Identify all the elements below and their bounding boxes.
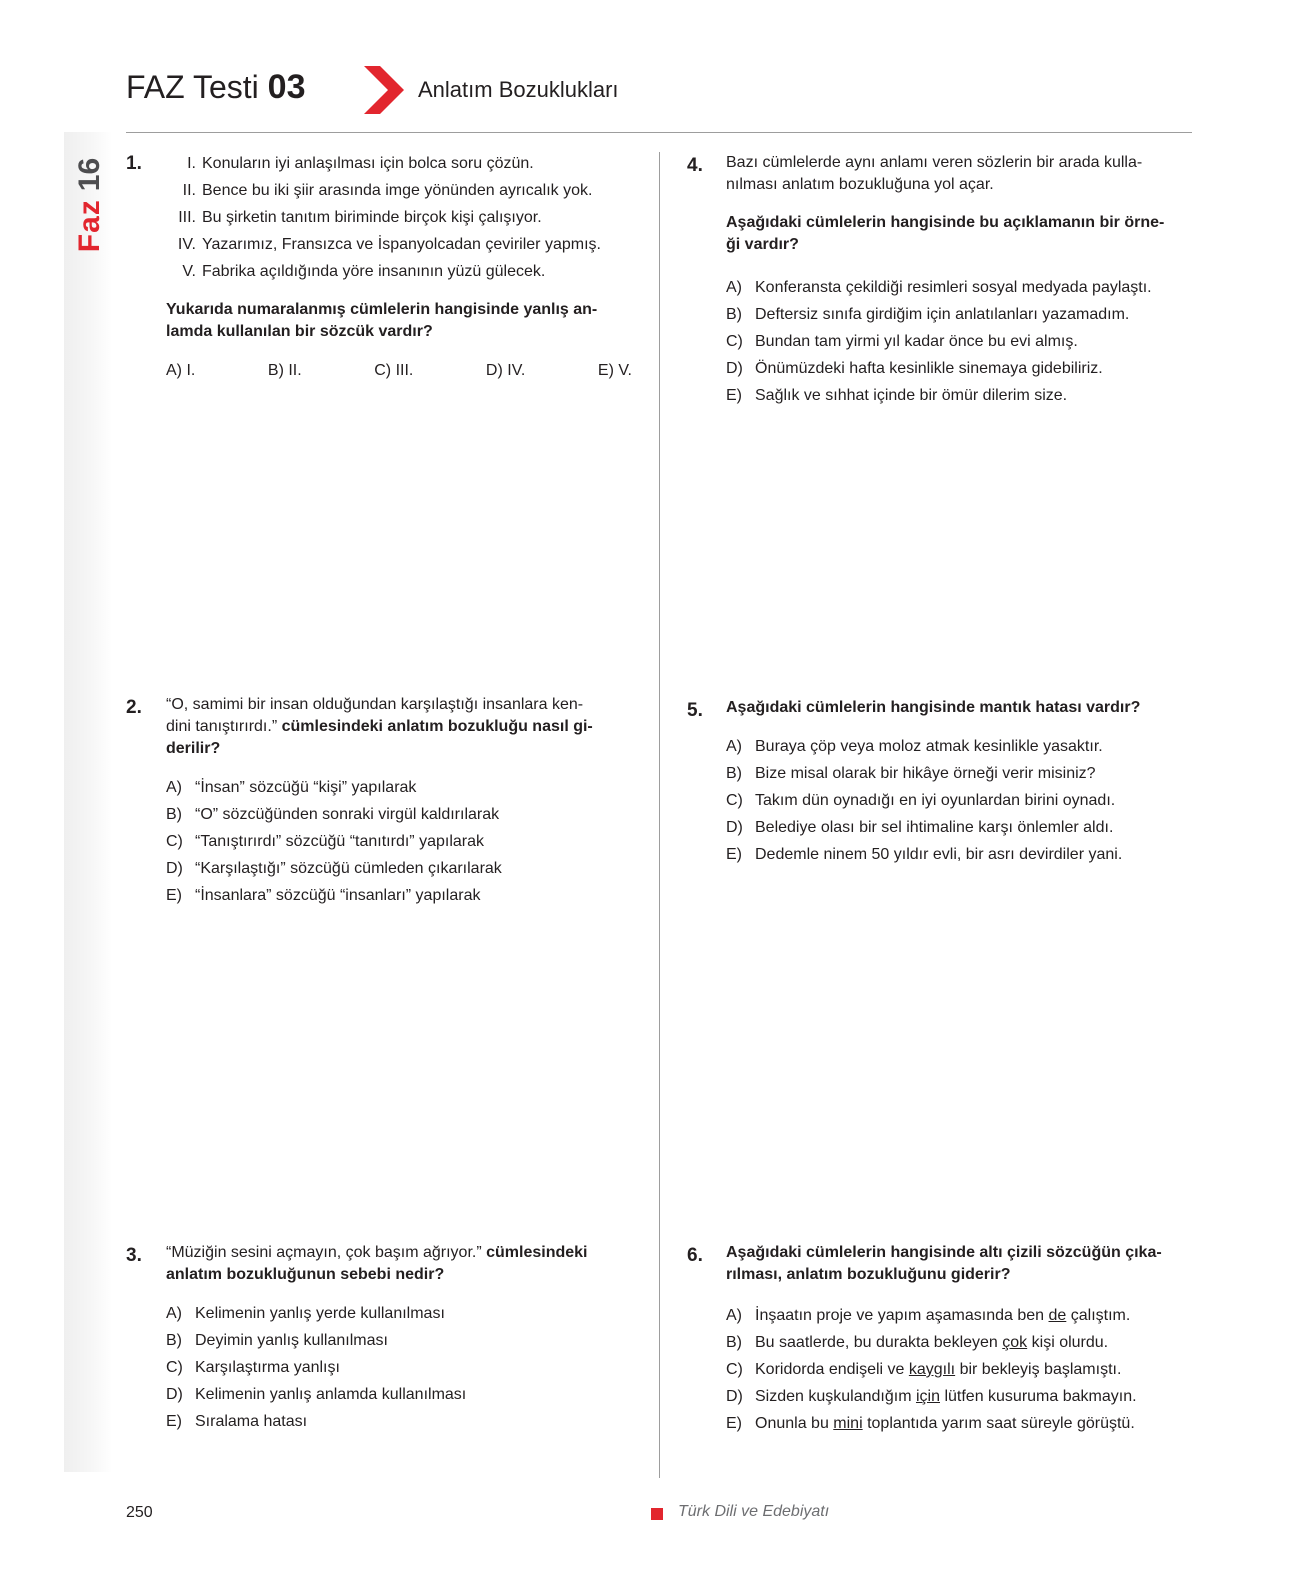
faz-side-label [70, 155, 110, 255]
statement-3: III. Bu şirketin tanıtım biriminde birçok kişi çalışıyor. [178, 209, 542, 226]
option-d[interactable]: D) “Karşılaştığı” sözcüğü cümleden çıkarılarak [166, 860, 502, 877]
option-e[interactable]: E) Onunla bu mini toplantıda yarım saat süreyle görüştü. [726, 1415, 1135, 1432]
underlined-word: için [915, 1388, 940, 1405]
faz-word: Faz [73, 199, 106, 253]
answer-options [726, 274, 1196, 409]
option-a[interactable]: A) Konferansta çekildiği resimleri sosyal medyada paylaştı. [726, 279, 1152, 296]
option-a[interactable]: A) I. [166, 362, 196, 379]
column-divider [659, 152, 660, 1478]
book-subject: Türk Dili ve Edebiyatı [678, 1503, 830, 1520]
underlined-word: de [1048, 1307, 1067, 1324]
answer-options [166, 357, 632, 384]
option-c[interactable]: C) “Tanıştırırdı” sözcüğü “tanıtırdı” yapılarak [166, 833, 484, 850]
page-title [126, 68, 306, 107]
option-b[interactable]: B) II. [267, 362, 302, 379]
option-b[interactable]: B) Bize misal olarak bir hikâye örneği verir misiniz? [726, 765, 1096, 782]
question-3 [126, 1242, 636, 1435]
option-b[interactable]: B) Deyimin yanlış kullanılması [166, 1332, 388, 1349]
question-prompt: Aşağıdaki cümlelerin hangisinde altı çizili sözcüğün çıka- rılması, anlatım bozukluğunu giderir? [726, 1244, 1162, 1283]
option-a[interactable]: A) Kelimenin yanlış yerde kullanılması [166, 1305, 445, 1322]
question-number: 6. [687, 1245, 703, 1266]
question-prompt: Aşağıdaki cümlelerin hangisinde mantık hatası vardır? [726, 699, 1141, 716]
option-e[interactable]: E) Sağlık ve sıhhat içinde bir ömür dilerim size. [726, 387, 1068, 404]
option-d[interactable]: D) Belediye olası bir sel ihtimaline karşı önlemler aldı. [726, 819, 1114, 836]
option-e[interactable]: E) Sıralama hatası [166, 1413, 308, 1430]
option-c[interactable]: C) Koridorda endişeli ve kaygılı bir bekleyiş başlamıştı. [726, 1361, 1122, 1378]
option-c[interactable]: C) III. [374, 362, 414, 379]
question-number: 4. [687, 155, 703, 176]
option-c[interactable]: C) Bundan tam yirmi yıl kadar önce bu evi almış. [726, 333, 1078, 350]
side-strip [64, 132, 112, 1472]
test-number: 03 [267, 68, 306, 106]
statement-4: IV. Yazarımız, Fransızca ve İspanyolcadan çeviriler yapmış. [177, 236, 601, 253]
faz-number: 16 [73, 157, 106, 192]
footer-square-icon [651, 1508, 663, 1520]
underlined-word: kaygılı [908, 1361, 956, 1378]
page-number: 250 [126, 1504, 153, 1521]
question-stem: Bazı cümlelerde aynı anlamı veren sözlerin bir arada kulla- nılması anlatım bozukluğuna yol açar. [726, 154, 1143, 193]
topic-title: Anlatım Bozuklukları [418, 77, 619, 102]
question-prompt: Yukarıda numaralanmış cümlelerin hangisinde yanlış an- lamda kullanılan bir sözcük vardır? [166, 301, 598, 340]
test-title: FAZ Testi [126, 69, 259, 105]
option-a[interactable]: A) “İnsan” sözcüğü “kişi” yapılarak [166, 779, 417, 796]
option-b[interactable]: B) “O” sözcüğünden sonraki virgül kaldırılarak [166, 806, 500, 823]
question-number: 5. [687, 700, 703, 721]
question-number: 3. [126, 1245, 142, 1266]
option-d[interactable]: D) Sizden kuşkulandığım için lütfen kusuruma bakmayın. [726, 1388, 1137, 1405]
statement-2: II. Bence bu iki şiir arasında imge yönünden ayrıcalık yok. [182, 182, 593, 199]
answer-options [166, 774, 636, 909]
option-e[interactable]: E) V. [597, 362, 632, 379]
option-d[interactable]: D) Kelimenin yanlış anlamda kullanılması [166, 1386, 467, 1403]
option-b[interactable]: B) Deftersiz sınıfa girdiğim için anlatılanları yazamadım. [726, 306, 1130, 323]
statement-1: I. Konuların iyi anlaşılması için bolca soru çözün. [187, 155, 534, 172]
option-b[interactable]: B) Bu saatlerde, bu durakta bekleyen çok kişi olurdu. [726, 1334, 1109, 1351]
question-stem: “O, samimi bir insan olduğundan karşılaştığı insanlara ken- dini tanıştırırdı.” cümlesindeki anlatım bozukluğu nasıl gi- derilir? [166, 696, 593, 757]
option-c[interactable]: C) Karşılaştırma yanlışı [166, 1359, 340, 1376]
option-d[interactable]: D) IV. [485, 362, 526, 379]
answer-options [726, 733, 1196, 868]
question-4 [687, 152, 1196, 409]
option-d[interactable]: D) Önümüzdeki hafta kesinlikle sinemaya gidebiliriz. [726, 360, 1103, 377]
question-1 [126, 150, 636, 384]
question-2 [126, 694, 636, 909]
question-prompt: Aşağıdaki cümlelerin hangisinde bu açıklamanın bir örne- ği vardır? [726, 214, 1165, 253]
question-6 [687, 1242, 1196, 1437]
answer-options [726, 1302, 1196, 1437]
option-a[interactable]: A) İnşaatın proje ve yapım aşamasında ben de çalıştım. [726, 1307, 1131, 1324]
option-a[interactable]: A) Buraya çöp veya moloz atmak kesinlikle yasaktır. [726, 738, 1103, 755]
option-e[interactable]: E) “İnsanlara” sözcüğü “insanları” yapılarak [166, 887, 481, 904]
underlined-word: mini [833, 1415, 863, 1432]
question-number: 2. [126, 697, 142, 718]
question-number: 1. [126, 153, 142, 174]
header-divider [126, 132, 1192, 133]
question-5 [687, 697, 1196, 868]
option-e[interactable]: E) Dedemle ninem 50 yıldır evli, bir asrı devirdiler yani. [726, 846, 1123, 863]
answer-options [166, 1300, 636, 1435]
underlined-word: çok [1002, 1334, 1028, 1351]
question-stem: “Müziğin sesini açmayın, çok başım ağrıyor.” cümlesindeki anlatım bozukluğunun sebebi nedir? [166, 1244, 588, 1283]
statement-5: V. Fabrika açıldığında yöre insanının yüzü gülecek. [182, 263, 546, 280]
option-c[interactable]: C) Takım dün oynadığı en iyi oyunlardan birini oynadı. [726, 792, 1116, 809]
chevron-right-icon [364, 66, 404, 114]
